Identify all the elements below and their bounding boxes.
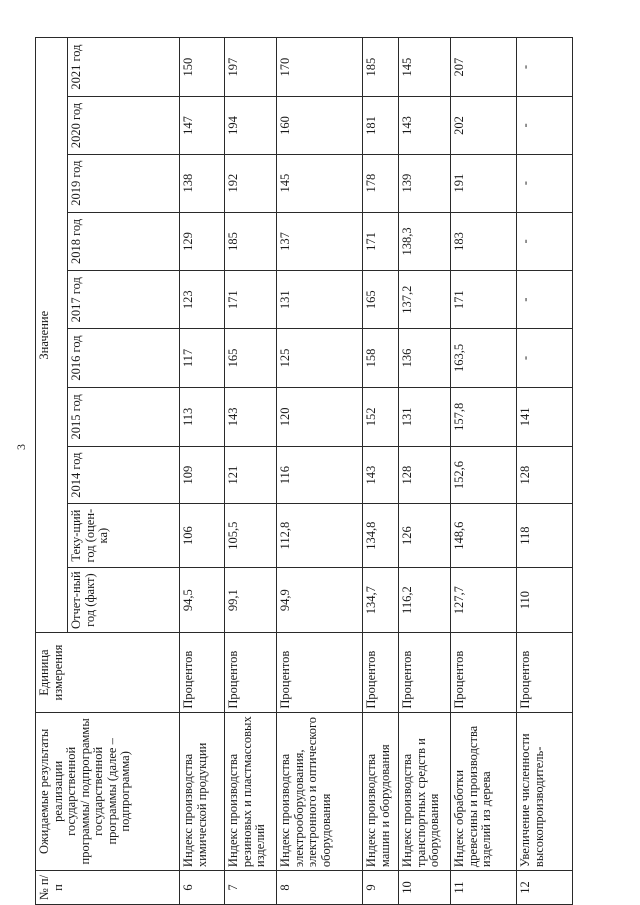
row-value: 105,5 [225, 504, 277, 567]
row-value: 157,8 [451, 387, 517, 446]
row-value: - [517, 97, 573, 155]
row-value: 126 [399, 504, 451, 567]
row-value: 194 [225, 97, 277, 155]
row-unit: Процентов [363, 633, 399, 712]
header-results: Ожидаемые результаты реализации государственной программы/ подпрограммы государственной программы (далее – подпрограмма) [36, 712, 180, 870]
row-value: 185 [363, 38, 399, 97]
row-name: Индекс производства электрооборудования, электронного и оптического оборудования [277, 712, 363, 870]
row-name: Индекс производства транспортных средств и оборудования [399, 712, 451, 870]
header-year: Теку-щий год (оцен-ка) [68, 504, 180, 567]
row-value: - [517, 271, 573, 329]
page-number: 3 [14, 444, 28, 450]
row-value: 137 [277, 212, 363, 271]
row-value: 136 [399, 329, 451, 388]
row-value: 202 [451, 97, 517, 155]
row-num: 11 [451, 871, 517, 905]
row-value: 131 [399, 387, 451, 446]
row-value: 160 [277, 97, 363, 155]
header-year: 2018 год [68, 212, 180, 271]
row-value: 113 [180, 387, 225, 446]
row-value: 145 [399, 38, 451, 97]
row-value: 138 [180, 154, 225, 212]
row-value: - [517, 329, 573, 388]
row-value: 120 [277, 387, 363, 446]
row-value: 183 [451, 212, 517, 271]
row-name: Индекс производства резиновых и пластмассовых изделий [225, 712, 277, 870]
table-row [517, 38, 573, 905]
row-value: 139 [399, 154, 451, 212]
header-row-1 [36, 38, 68, 905]
row-value: 152 [363, 387, 399, 446]
row-value: 94,9 [277, 567, 363, 633]
row-value: 152,6 [451, 446, 517, 504]
row-value: 117 [180, 329, 225, 388]
row-value: 128 [517, 446, 573, 504]
row-num: 8 [277, 871, 363, 905]
header-year: 2019 год [68, 154, 180, 212]
row-value: 118 [517, 504, 573, 567]
header-year: 2017 год [68, 271, 180, 329]
row-value: 150 [180, 38, 225, 97]
row-value: 109 [180, 446, 225, 504]
row-value: 192 [225, 154, 277, 212]
header-unit: Единица измерения [36, 633, 180, 712]
row-value: 170 [277, 38, 363, 97]
row-num: 7 [225, 871, 277, 905]
row-unit: Процентов [225, 633, 277, 712]
row-value: 178 [363, 154, 399, 212]
row-value: 94,5 [180, 567, 225, 633]
table-row [451, 38, 517, 905]
row-unit: Процентов [180, 633, 225, 712]
row-name: Индекс производства машин и оборудования [363, 712, 399, 870]
row-value: 141 [517, 387, 573, 446]
row-value: 145 [277, 154, 363, 212]
table-row [363, 38, 399, 905]
row-value: 129 [180, 212, 225, 271]
row-value: 147 [180, 97, 225, 155]
row-value: 197 [225, 38, 277, 97]
table-row [399, 38, 451, 905]
row-unit: Процентов [277, 633, 363, 712]
row-value: 127,7 [451, 567, 517, 633]
row-value: - [517, 212, 573, 271]
row-value: 116,2 [399, 567, 451, 633]
row-value: 128 [399, 446, 451, 504]
row-unit: Процентов [399, 633, 451, 712]
row-value: 123 [180, 271, 225, 329]
row-value: 112,8 [277, 504, 363, 567]
row-num: 10 [399, 871, 451, 905]
row-value: 165 [363, 271, 399, 329]
row-value: 106 [180, 504, 225, 567]
row-value: 138,3 [399, 212, 451, 271]
row-value: 143 [363, 446, 399, 504]
row-name: Увеличение численности высокопроизводитель- [517, 712, 573, 870]
row-value: 116 [277, 446, 363, 504]
row-value: 171 [363, 212, 399, 271]
row-value: 185 [225, 212, 277, 271]
row-value: 143 [399, 97, 451, 155]
row-unit: Процентов [451, 633, 517, 712]
header-year: 2021 год [68, 38, 180, 97]
row-value: 134,7 [363, 567, 399, 633]
header-year: 2014 год [68, 446, 180, 504]
header-year: 2015 год [68, 387, 180, 446]
row-value: 148,6 [451, 504, 517, 567]
table-row [180, 38, 225, 905]
row-name: Индекс обработки древесины и производства изделий из дерева [451, 712, 517, 870]
header-year: Отчет-ный год (факт) [68, 567, 180, 633]
row-value: 143 [225, 387, 277, 446]
row-value: 110 [517, 567, 573, 633]
table-row [277, 38, 363, 905]
row-value: 171 [451, 271, 517, 329]
table-row [225, 38, 277, 905]
row-value: 171 [225, 271, 277, 329]
row-value: - [517, 154, 573, 212]
row-num: 12 [517, 871, 573, 905]
row-value: 165 [225, 329, 277, 388]
row-value: 158 [363, 329, 399, 388]
row-unit: Процентов [517, 633, 573, 712]
row-value: 134,8 [363, 504, 399, 567]
row-value: 163,5 [451, 329, 517, 388]
row-value: 137,2 [399, 271, 451, 329]
indicators-table [35, 37, 573, 905]
row-value: 131 [277, 271, 363, 329]
row-num: 6 [180, 871, 225, 905]
header-year: 2020 год [68, 97, 180, 155]
row-name: Индекс производства химической продукции [180, 712, 225, 870]
row-value: 99,1 [225, 567, 277, 633]
row-value: 181 [363, 97, 399, 155]
header-year: 2016 год [68, 329, 180, 388]
header-num: № п/п [36, 871, 180, 905]
row-value: 121 [225, 446, 277, 504]
row-value: 207 [451, 38, 517, 97]
row-num: 9 [363, 871, 399, 905]
row-value: - [517, 38, 573, 97]
header-values: Значение [36, 38, 68, 633]
row-value: 191 [451, 154, 517, 212]
row-value: 125 [277, 329, 363, 388]
